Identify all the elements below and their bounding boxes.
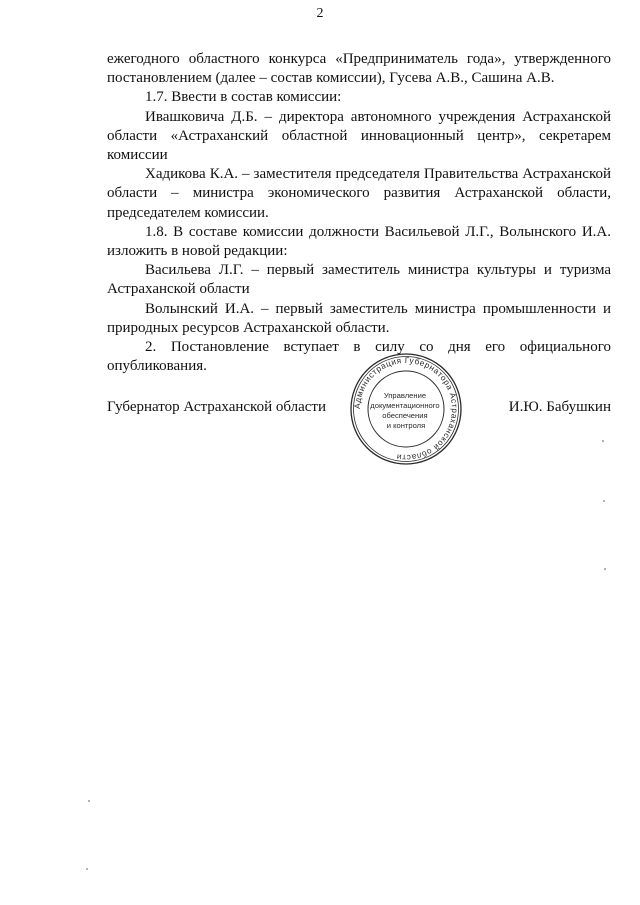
paragraph-item-1-8: 1.8. В составе комиссии должности Васильевой Л.Г., Волынского И.А. изложить в новой редакции:	[107, 223, 611, 260]
paragraph-item-1-7: 1.7. Ввести в состав комиссии:	[145, 89, 342, 106]
paragraph-vasilyeva: Васильева Л.Г. – первый заместитель министра культуры и туризма Астраханской области	[107, 262, 611, 298]
stamp-ring-text: Администрация Губернатора Астраханской области	[352, 355, 460, 463]
stamp-center-line-3: обеспечения	[382, 411, 428, 420]
scan-speck	[603, 500, 605, 502]
scan-speck	[602, 440, 604, 442]
paragraph-item-2: 2. Постановление вступает в силу со дня его официального опубликования.	[107, 339, 611, 375]
signatory-name: И.Ю. Бабушкин	[508, 399, 611, 415]
scan-speck	[88, 800, 90, 802]
svg-text:Управление документацион	[370, 391, 441, 430]
official-stamp	[349, 352, 463, 466]
page-number: 2	[316, 6, 324, 21]
paragraph-khadikov: Хадикова К.А. – заместителя председателя Правительства Астраханской области – министра экономического развития Астраханской области, председателем комиссии.	[107, 166, 611, 221]
paragraph-volynsky: Волынский И.А. – первый заместитель министра промышленности и природных ресурсов Астраханской области.	[107, 300, 611, 336]
stamp-center-line-1: Управление	[383, 391, 427, 400]
stamp-center-line-4: и контроля	[386, 421, 426, 430]
document-body	[107, 50, 611, 376]
paragraph-continuation: ежегодного областного конкурса «Предприниматель года», утвержденного постановлением (далее – состав комиссии), Гусева А.В., Сашина А.В.	[107, 51, 611, 87]
signatory-title: Губернатор Астраханской области	[107, 399, 327, 415]
scan-speck	[604, 568, 606, 570]
scan-speck	[86, 868, 88, 870]
paragraph-ivashkovich: Ивашковича Д.Б. – директора автономного учреждения Астраханской области «Астраханский областной инновационный центр», секретарем комиссии	[107, 108, 611, 164]
stamp-center-line-2: документационного	[370, 401, 440, 410]
